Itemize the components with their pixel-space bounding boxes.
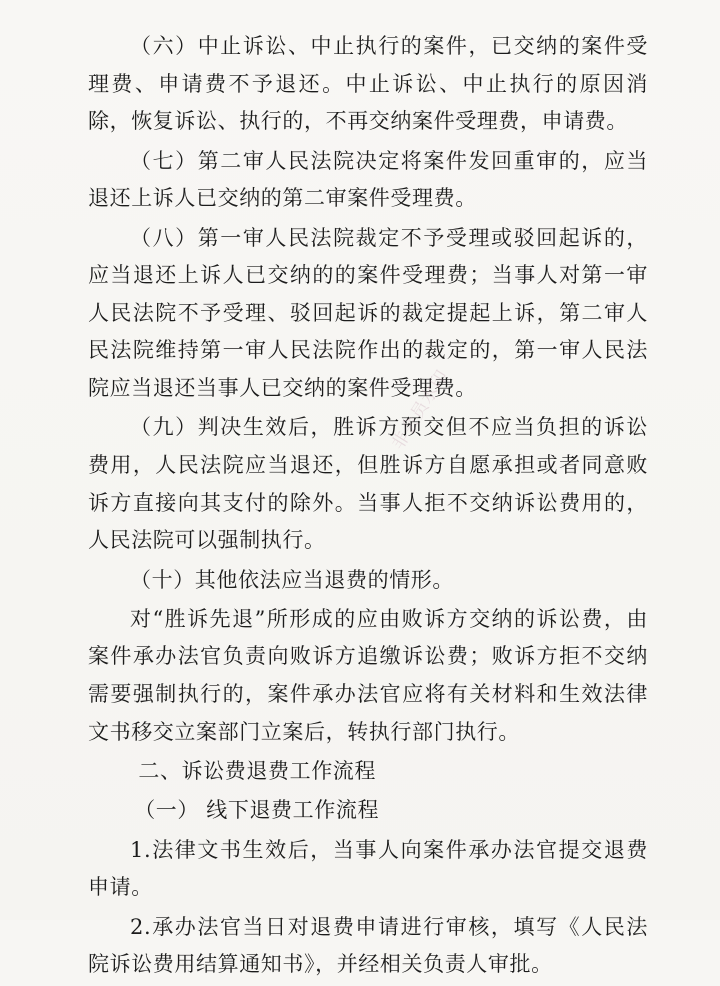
paragraph-item-9: （九）判决生效后，胜诉方预交但不应当负担的诉讼费用，人民法院应当退还，但胜诉方自愿承担或者同意败诉方直接向其支付的除外。当事人拒不交纳诉讼费用的，人民法院可以强制执行。 bbox=[88, 415, 648, 553]
watermark: 非会员水印 bbox=[388, 366, 453, 454]
paragraph-recovery-note: 对“胜诉先退”所形成的应由败诉方交纳的诉讼费，由案件承办法官负责向败诉方追缴诉讼费；败诉方拒不交纳需要强制执行的，案件承办法官应将有关材料和生效法律文书移交立案部门立案后，转执行部门执行。 bbox=[88, 606, 648, 744]
paragraph-item-6: （六）中止诉讼、中止执行的案件，已交纳的案件受理费、申请费不予退还。中止诉讼、中止执行的原因消除，恢复诉讼、执行的，不再交纳案件受理费，申请费。 bbox=[88, 34, 648, 134]
paragraph-item-7: （七）第二审人民法院决定将案件发回重审的，应当退还上诉人已交纳的第二审案件受理费。 bbox=[88, 148, 648, 211]
subsection-heading: （一） 线下退费工作流程 bbox=[134, 798, 380, 823]
step-2: 2.承办法官当日对退费申请进行审核，填写《人民法院诉讼费用结算通知书》，并经相关负责人审批。 bbox=[88, 914, 648, 977]
section-heading: 二、诉讼费退费工作流程 bbox=[138, 759, 376, 784]
paragraph-item-8: （八）第一审人民法院裁定不予受理或驳回起诉的，应当退还上诉人已交纳的的案件受理费；当事人对第一审人民法院不予受理、驳回起诉的裁定提起上诉，第二审人民法院维持第一审人民法院作出的裁定的，第一审人民法院应当退还当事人已交纳的案件受理费。 bbox=[88, 225, 648, 400]
step-1: 1.法律文书生效后，当事人向案件承办法官提交退费申请。 bbox=[88, 837, 648, 900]
paragraph-item-10: （十）其他依法应当退费的情形。 bbox=[130, 567, 454, 592]
document-body bbox=[88, 28, 648, 986]
